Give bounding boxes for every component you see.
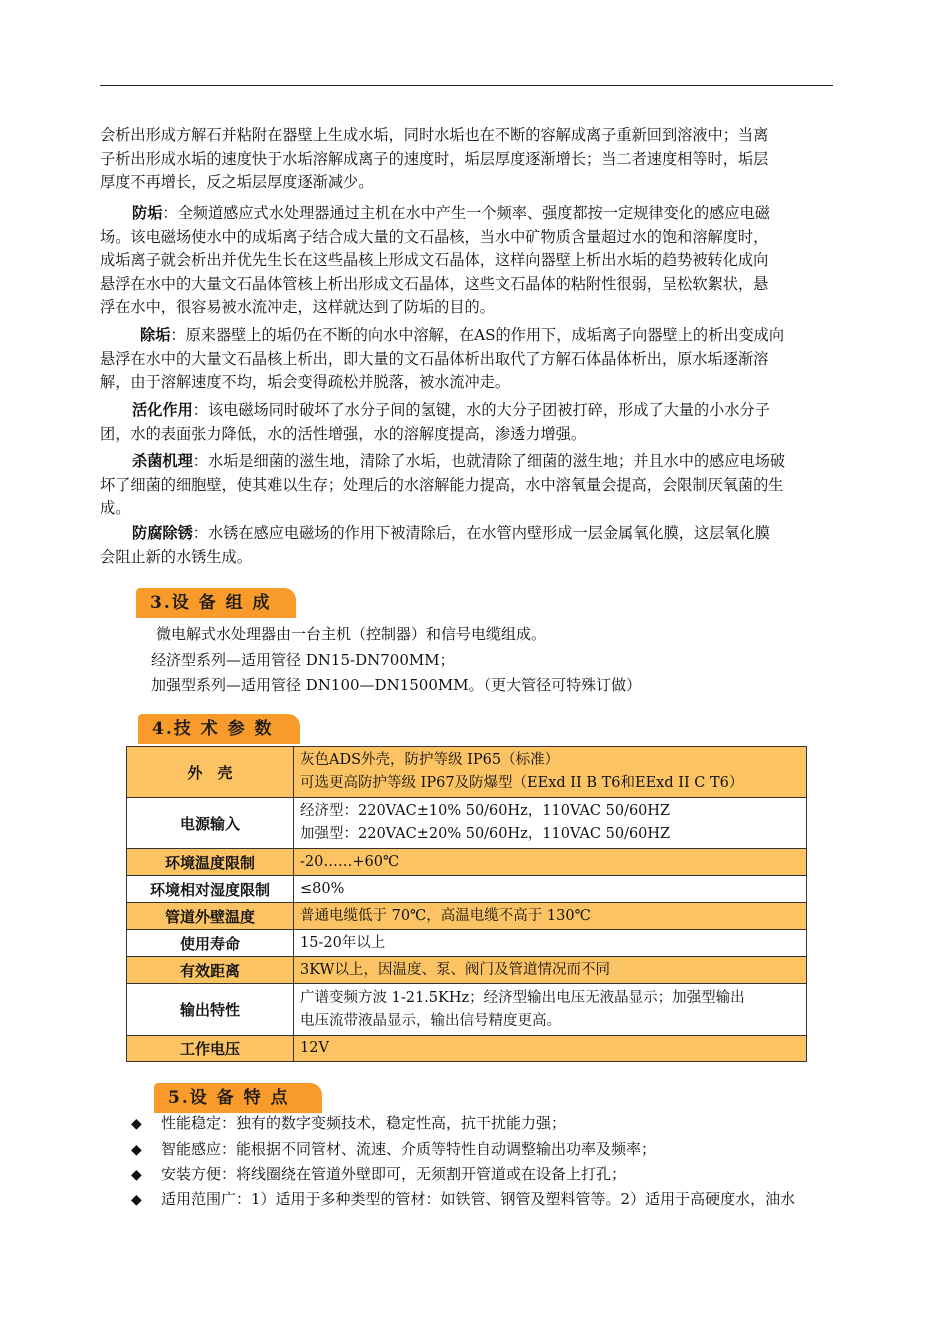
spec-label: 环境温度限制 [127,849,294,876]
paragraph-lead: 防腐除锈 [132,524,193,542]
spec-value: 普通电缆低于 70℃，高温电缆不高于 130℃ [294,903,807,930]
section-3-line: 微电解式水处理器由一台主机（控制器）和信号电缆组成。 [156,625,547,643]
section-3-heading: 3.设 备 组 成 [136,588,296,618]
paragraph-lead: 活化作用 [132,401,193,419]
header-rule [100,85,833,86]
spec-label: 管道外壁温度 [127,903,294,930]
spec-value [294,798,807,849]
diamond-bullet-icon: ◆ [131,1167,142,1183]
intro-paragraph [100,124,834,195]
feature-item [131,1163,626,1187]
spec-table [126,746,807,1062]
table-row [127,930,807,957]
spec-value: ≤80% [294,876,807,903]
table-row [127,876,807,903]
spec-label: 电源输入 [127,798,294,849]
text-run: ：该电磁场同时破坏了水分子间的氢键，水的大分子团被打碎，形成了大量的小水分子 [192,401,770,419]
text-line: 场。该电磁场使水中的成垢离子结合成大量的文石晶核，当水中矿物质含量超过水的饱和溶解度时， [100,227,769,246]
text-line: 坏了细菌的细胞壁，使其难以生存；处理后的水溶解能力提高，水中溶氧量会提高，会限制厌氧菌的生 [100,475,784,494]
spec-value: -20……+60℃ [294,849,807,876]
anti-rust-paragraph [100,522,834,569]
spec-label: 环境相对湿度限制 [127,876,294,903]
table-row [127,798,807,849]
spec-value-line: 广谱变频方波 1-21.5KHz；经济型输出电压无液晶显示；加强型输出 [300,989,745,1006]
feature-text: 安装方便：将线圈绕在管道外壁即可，无须割开管道或在设备上打孔； [161,1165,627,1183]
table-row [127,903,807,930]
text-line [100,450,834,474]
anti-scale-paragraph [100,202,834,320]
spec-label: 使用寿命 [127,930,294,957]
spec-value-line: 可选更高防护等级 IP67及防爆型（EExd II B T6和EExd II C T6） [300,775,744,791]
text-run: ：水锈在感应电磁场的作用下被清除后，在水管内壁形成一层金属氧化膜，这层氧化膜 [192,524,770,542]
text-line: 悬浮在水中的大量文石晶核上析出，即大量的文石晶体析出取代了方解石体晶体析出，原水垢逐渐溶 [100,349,769,368]
feature-item [131,1188,795,1212]
feature-item [131,1138,656,1162]
text-line: 解，由于溶解速度不均，垢会变得疏松并脱落，被水流冲走。 [100,373,511,391]
paragraph-lead: 防垢 [132,204,163,222]
descale-paragraph [100,324,834,395]
text-run: ：全频道感应式水处理器通过主机在水中产生一个频率、强度都按一定规律变化的感应电磁 [162,204,770,222]
text-line: 团，水的表面张力降低，水的活性增强，水的溶解度提高，渗透力增强。 [100,424,586,443]
feature-text: 性能稳定：独有的数字变频技术，稳定性高，抗干扰能力强； [161,1114,567,1132]
text-line: 会阻止新的水锈生成。 [100,547,252,566]
section-4-heading: 4.技 术 参 数 [138,714,300,744]
text-line: 浮在水中，很容易被水流冲走，这样就达到了防垢的目的。 [100,298,495,316]
diamond-bullet-icon: ◆ [131,1116,142,1132]
text-line [100,522,834,546]
section-5-heading: 5.设 备 特 点 [154,1083,322,1113]
diamond-bullet-icon: ◆ [131,1192,142,1208]
spec-value: 3KW以上，因温度、泵、阀门及管道情况而不同 [294,957,807,984]
text-run: ：原来器壁上的垢仍在不断的向水中溶解，在AS的作用下，成垢离子向器壁上的析出变成向 [170,326,785,344]
text-line [100,399,834,423]
text-line: 悬浮在水中的大量文石晶体管核上析出形成文石晶体，这些文石晶体的粘附性很弱，呈松软絮状，悬 [100,274,769,293]
text-line: 成垢离子就会析出并优先生长在这些晶核上形成文石晶体，这样向器壁上析出水垢的趋势被转化成向 [100,251,769,269]
sterilization-paragraph [100,450,834,521]
table-row [127,747,807,798]
spec-value [294,984,807,1036]
feature-text: 适用范围广：1）适用于多种类型的管材：如铁管、钢管及塑料管等。2）适用于高硬度水，油水 [161,1190,796,1208]
table-row [127,984,807,1036]
spec-label: 输出特性 [127,984,294,1036]
table-row [127,849,807,876]
spec-value-line: 经济型：220VAC±10% 50/60Hz，110VAC 50/60HZ [300,803,671,819]
text-run: ：水垢是细菌的滋生地，清除了水垢，也就清除了细菌的滋生地；并且水中的感应电场破 [192,452,786,470]
text-line: 成。 [100,499,131,517]
section-3-line: 经济型系列—适用管径 DN15-DN700MM； [151,651,455,669]
text-line: 厚度不再增长，反之垢层厚度逐渐减少。 [100,173,374,191]
spec-label: 外 壳 [127,747,294,798]
spec-value-line: 电压流带液晶显示，输出信号精度更高。 [300,1012,561,1029]
section-3-line: 加强型系列—适用管径 DN100—DN1500MM。（更大管径可特殊订做） [151,676,642,694]
text-line [100,324,834,348]
table-row [127,957,807,984]
diamond-bullet-icon: ◆ [131,1142,142,1158]
table-row [127,1036,807,1062]
paragraph-lead: 除垢 [140,326,171,344]
text-line: 会析出形成方解石并粘附在器壁上生成水垢，同时水垢也在不断的容解成离子重新回到溶液中；当离 [100,126,769,144]
feature-text: 智能感应：能根据不同管材、流速、介质等特性自动调整输出功率及频率； [161,1140,657,1158]
spec-value-line: 加强型：220VAC±20% 50/60Hz，110VAC 50/60HZ [300,826,671,842]
spec-label: 有效距离 [127,957,294,984]
activation-paragraph [100,399,834,446]
spec-value [294,747,807,798]
text-line: 子析出形成水垢的速度快于水垢溶解成离子的速度时，垢层厚度逐渐增长；当二者速度相等时，垢层 [100,149,769,168]
spec-label: 工作电压 [127,1036,294,1062]
spec-value: 15-20年以上 [294,930,807,957]
spec-value: 12V [294,1036,807,1062]
paragraph-lead: 杀菌机理 [132,452,193,470]
text-line [100,202,834,226]
feature-item [131,1112,566,1136]
spec-value-line: 灰色ADS外壳，防护等级 IP65（标准） [300,752,560,768]
